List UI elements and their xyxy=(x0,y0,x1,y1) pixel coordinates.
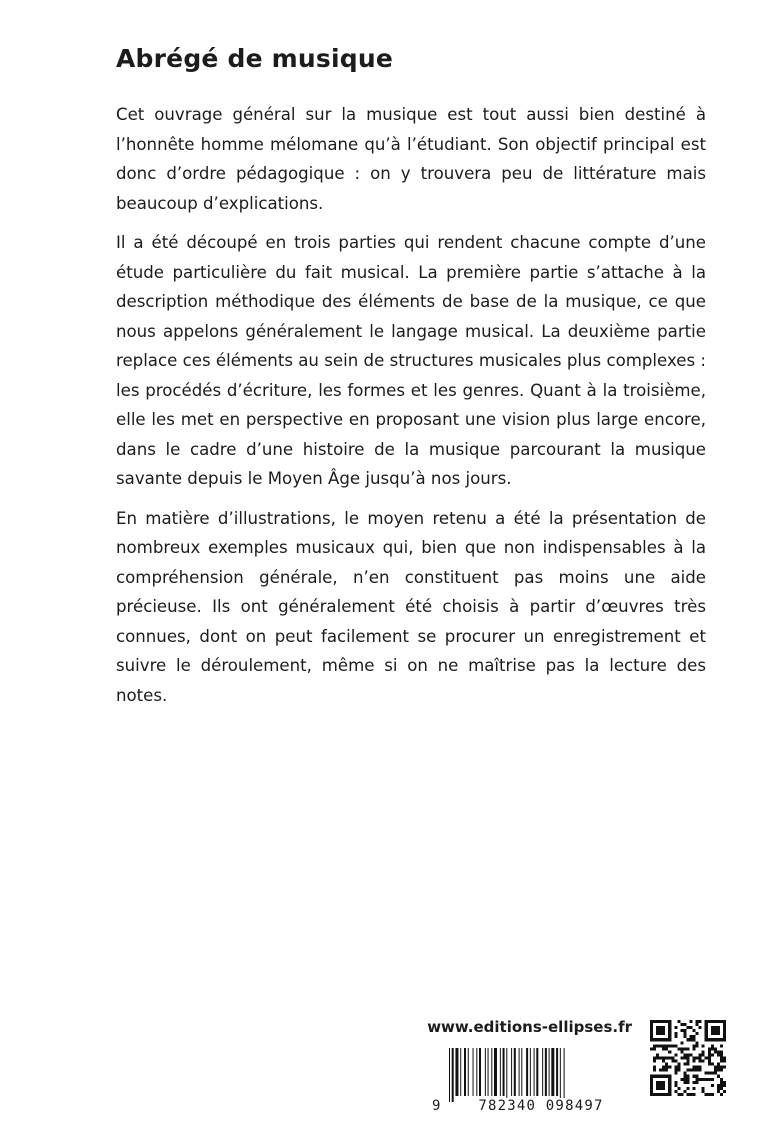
description-text xyxy=(116,100,706,720)
paragraph-3: En matière d’illustrations, le moyen retenu a été la présentation de nombreux exemples musicaux qui, bien que non indispensables à la compréhension générale, n’en constituent pas moins une aide précieuse. Ils ont généralement été choisis à partir d’œuvres très connues, dont on peut facilement se procurer un enregistrement et suivre le déroulement, même si on ne maîtrise pas la lecture des notes. xyxy=(116,508,706,705)
publisher-website: www.editions-ellipses.fr xyxy=(427,1018,632,1036)
isbn-digits: 782340 098497 xyxy=(454,1098,628,1114)
paragraph-1: Cet ouvrage général sur la musique est tout aussi bien destiné à l’honnête homme mélomane qu’à l’étudiant. Son objectif principal est donc d’ordre pédagogique : on y trouvera peu de littérature mais beaucoup d’explications. xyxy=(116,105,706,213)
book-title: Abrégé de musique xyxy=(116,44,393,73)
isbn-barcode xyxy=(432,1048,628,1120)
barcode-icon xyxy=(448,1048,626,1102)
back-cover-footer xyxy=(420,1012,740,1122)
qr-code-icon xyxy=(650,1020,726,1096)
isbn-lead-digit: 9 xyxy=(432,1098,441,1114)
paragraph-2: Il a été découpé en trois parties qui rendent chacune compte d’une étude particulière du fait musical. La première partie s’attache à la description méthodique des éléments de base de la musique, ce que nous appelons généralement le langage musical. La deuxième partie replace ces éléments au sein de structures musicales plus complexes : les procédés d’écriture, les formes et les genres. Quant à la troisième, elle les met en perspective en proposant une vision plus large encore, dans le cadre d’une histoire de la musique parcourant la musique savante depuis le Moyen Âge jusqu’à nos jours. xyxy=(116,233,706,488)
